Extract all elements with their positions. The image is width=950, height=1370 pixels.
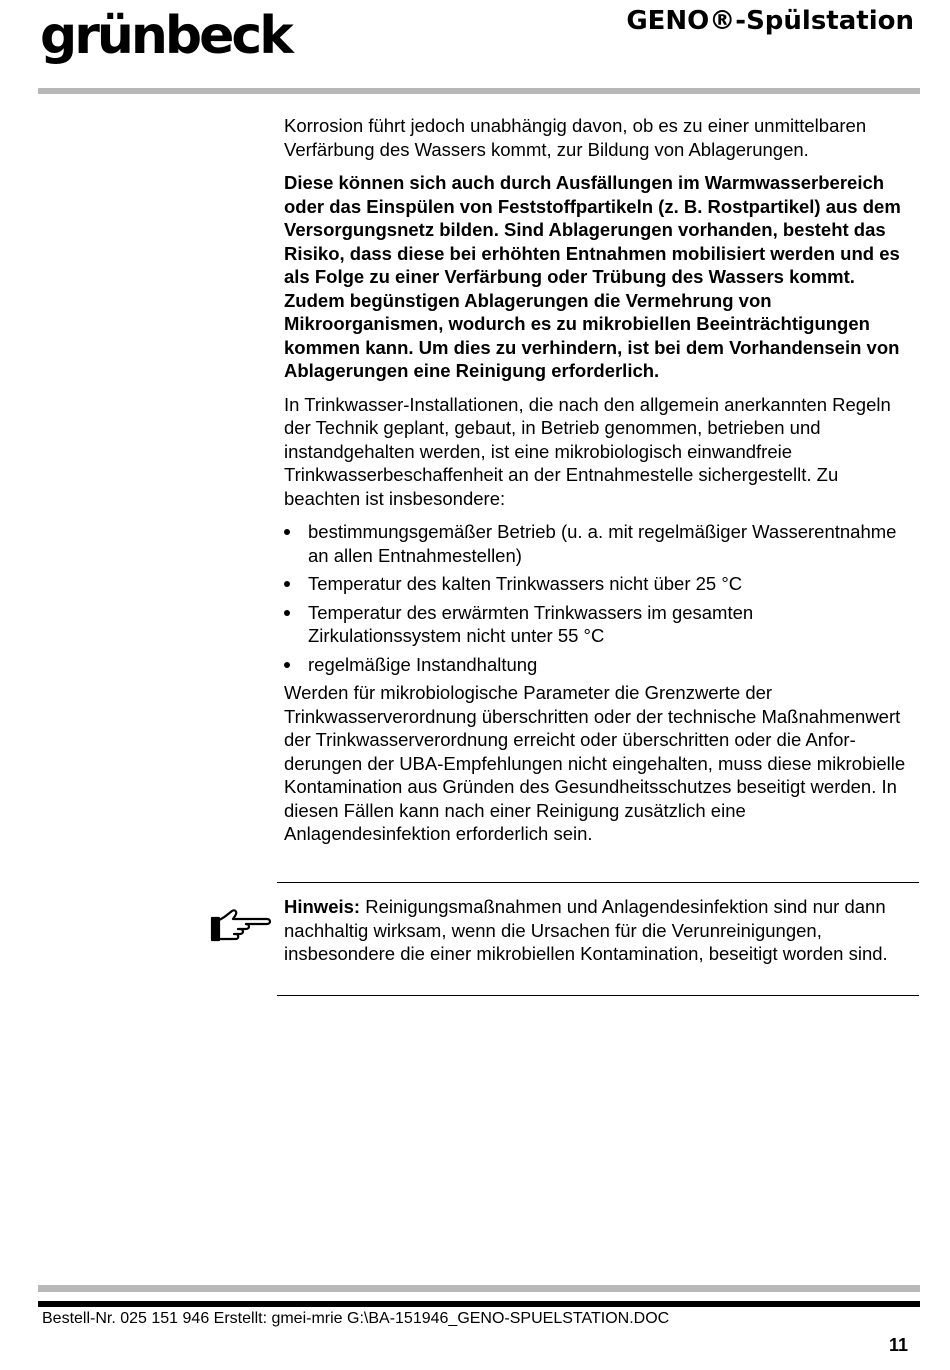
main-content xyxy=(284,114,910,856)
note-text xyxy=(284,895,904,966)
product-title: GENO®-Spülstation xyxy=(626,6,914,36)
page-number: 11 xyxy=(888,1335,908,1355)
list-item: Temperatur des kalten Trinkwassers nicht über 25 °C xyxy=(284,572,910,596)
brand-logo xyxy=(40,6,291,66)
footer-divider-black xyxy=(38,1301,920,1307)
paragraph-corrosion: Korrosion führt jedoch unabhängig davon, ob es zu einer unmittelbaren Verfärbung des Wassers kommt, zur Bildung von Ablagerungen. xyxy=(284,115,867,160)
note-label: Hinweis: xyxy=(284,896,361,917)
bullet-icon xyxy=(284,581,290,587)
paragraph-deposits: Diese können sich auch durch Ausfällungen im Warmwasserbereich oder das Einspülen von Feststoffpartikeln (z. B. Rostpartikel) aus dem Versorgungsnetz bilden. Sind Ablagerungen vorhanden, besteht das Risiko, dass diese bei erhöhten Entnahmen mobilisiert werden und es als Folge zu einer Verfärbung oder Trübung des Wassers kommt. Zudem begünstigen Ablagerungen die Vermehrung von Mikroorganismen, wodurch es zu mikrobiellen Beeinträchtigungen kommen kann. Um dies zu verhindern, ist bei dem Vorhandensein von Ablagerungen eine Reinigung erforderlich. xyxy=(284,172,901,381)
note-box xyxy=(277,882,919,996)
bullet-icon xyxy=(284,662,290,668)
list-item: bestimmungsgemäßer Betrieb (u. a. mit regelmäßiger Wasserentnahme an allen Entnahmestellen) xyxy=(284,520,910,567)
bullet-icon xyxy=(284,610,290,616)
bullet-icon xyxy=(284,529,290,535)
note-body: Reinigungsmaßnahmen und Anlagendesinfektion sind nur dann nachhaltig wirksam, wenn die Ursachen für die Verunreinigungen, insbesondere die einer mikrobiellen Kontamination, beseitigt worden sind. xyxy=(284,896,888,964)
requirements-list xyxy=(284,520,910,676)
paragraph-installations: In Trinkwasser-Installationen, die nach den allgemein anerkannten Regeln der Technik geplant, gebaut, in Betrieb genommen, betrieben und instandgehalten werden, ist eine mikrobiologisch einwandfreie Trinkwasserbeschaffenheit an der Entnahmestelle sichergestellt. Zu beachten ist insbesondere: xyxy=(284,393,891,509)
pointing-hand-icon xyxy=(210,906,272,942)
footer-divider-grey xyxy=(38,1285,920,1292)
brand-logo-text: grünbeck xyxy=(40,6,291,66)
paragraph-limits: Werden für mikrobiologische Parameter die Grenzwerte der Trinkwasserverordnung überschritten oder der technische Maßnahmenwert der Trinkwasserverordnung erreicht oder überschritten oder die Anfor-derungen der UBA-Empfehlungen nicht eingehalten, muss diese mikrobielle Kontamination aus Gründen des Gesundheitsschutzes beseitigt werden. In diesen Fällen kann nach einer Reinigung zusätzlich eine Anlagendesinfektion erforderlich sein. xyxy=(284,682,906,844)
list-item: Temperatur des erwärmten Trinkwassers im gesamten Zirkulationssystem nicht unter 55 °C xyxy=(284,601,910,648)
footer-order-info: Bestell-Nr. 025 151 946 Erstellt: gmei-mrie G:\BA-151946_GENO-SPUELSTATION.DOC xyxy=(42,1310,670,1327)
header-divider xyxy=(38,88,920,94)
list-item: regelmäßige Instandhaltung xyxy=(284,653,910,677)
